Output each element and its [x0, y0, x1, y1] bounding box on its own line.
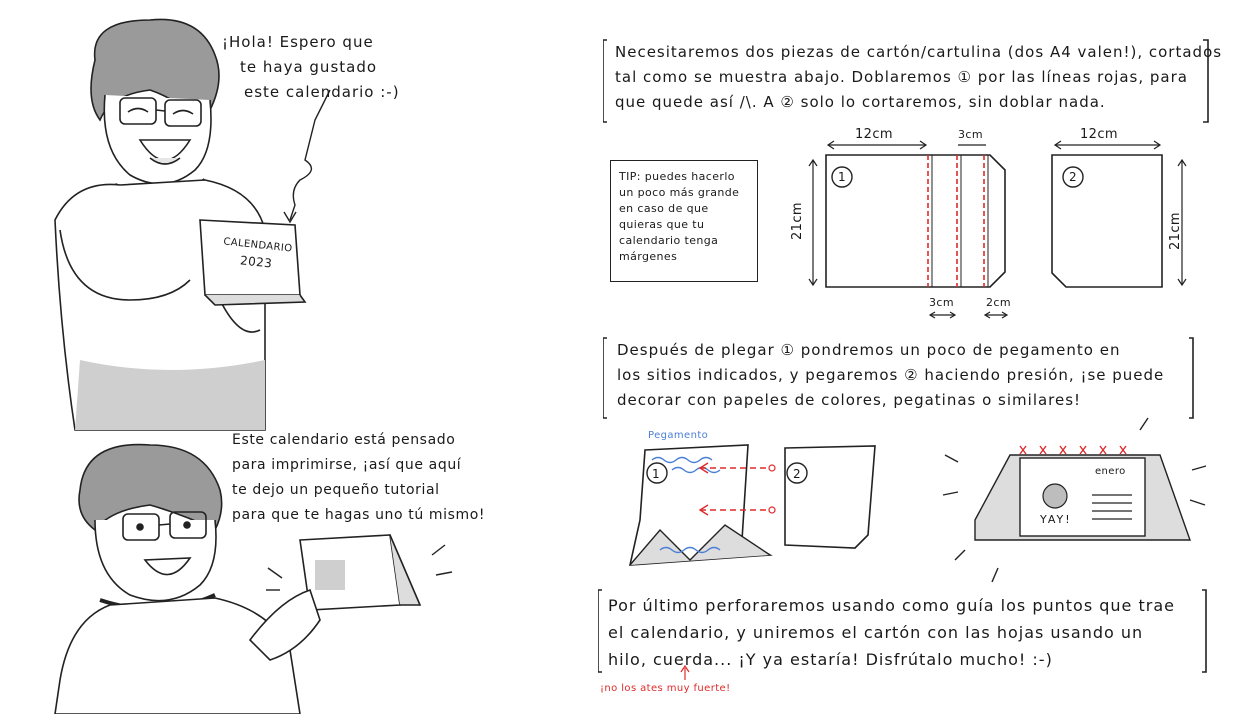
dim-piece1-bottom-b: 2cm: [986, 296, 1011, 309]
speech-line: para imprimirse, ¡así que aquí: [232, 457, 462, 473]
assembly-piece2-number: 2: [793, 467, 802, 481]
tip-line: calendario tenga: [619, 234, 719, 247]
knot-note: ¡no los ates muy fuerte!: [600, 683, 731, 694]
finished-text: YAY!: [1040, 513, 1072, 526]
dim-piece1-bottom-a: 3cm: [929, 296, 954, 309]
step1-line: Necesitaremos dos piezas de cartón/cartulina (dos A4 valen!), cortados: [615, 43, 1223, 61]
step3-box: [598, 588, 1206, 672]
piece1-number: 1: [838, 170, 847, 184]
step1-line: tal como se muestra abajo. Doblaremos ① por las líneas rojas, para: [615, 68, 1188, 86]
step3-line: Por último perforaremos usando como guía los puntos que trae: [608, 596, 1175, 615]
dim-piece1-height: 21cm: [790, 202, 805, 240]
speech-line: te haya gustado: [240, 58, 378, 76]
step1-line: que quede así /\. A ② solo lo cortaremos, sin doblar nada.: [615, 93, 1106, 111]
speech-line: Este calendario está pensado: [232, 432, 456, 448]
finished-month: enero: [1095, 466, 1126, 477]
speech-line: te dejo un pequeño tutorial: [232, 482, 440, 498]
speech-line: este calendario :-): [244, 83, 400, 101]
step3-line: hilo, cuerda... ¡Y ya estaría! Disfrútalo mucho! :-): [608, 650, 1053, 669]
calendar-prop-title: CALENDARIO: [222, 236, 293, 255]
speech-line: para que te hagas uno tú mismo!: [232, 507, 486, 523]
step2-line: decorar con papeles de colores, pegatinas o similares!: [617, 391, 1082, 409]
tip-line: TIP: puedes hacerlo: [619, 170, 735, 183]
step2-line: los sitios indicados, y pegaremos ② haciendo presión, ¡se puede: [617, 366, 1165, 384]
speech-line: ¡Hola! Espero que: [222, 33, 374, 51]
glue-label: Pegamento: [648, 430, 709, 441]
tip-line: márgenes: [619, 250, 678, 263]
dim-piece2-width: 12cm: [1080, 127, 1118, 142]
tip-line: quieras que tu: [619, 218, 705, 231]
piece2-number: 2: [1069, 170, 1078, 184]
dim-piece2-height: 21cm: [1168, 212, 1183, 250]
step2-line: Después de plegar ① pondremos un poco de pegamento en: [617, 341, 1121, 359]
tip-line: en caso de que: [619, 202, 709, 215]
step3-line: el calendario, y uniremos el cartón con las hojas usando un: [608, 623, 1144, 642]
dim-piece1-fold: 3cm: [958, 128, 983, 141]
calendar-prop-year: 2023: [239, 253, 273, 271]
dim-piece1-width: 12cm: [855, 127, 893, 142]
tip-line: un poco más grande: [619, 186, 740, 199]
assembly-piece1-number: 1: [652, 467, 661, 481]
